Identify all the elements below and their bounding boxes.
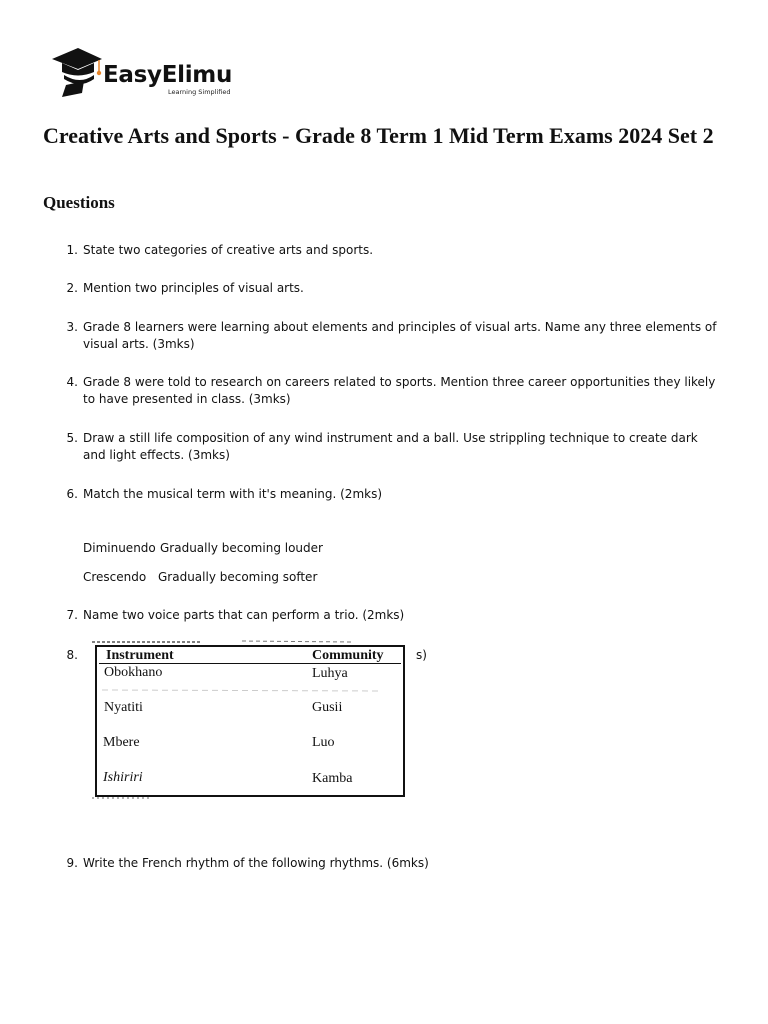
question-text: Match the musical term with it's meaning. (2mks) <box>83 487 383 501</box>
brand-tagline: Learning Simplified <box>168 88 231 96</box>
question-number: 4. <box>66 375 78 389</box>
table-cell-instrument: Obokhano <box>104 665 163 680</box>
question-text: Name two voice parts that can perform a trio. (2mks) <box>83 608 405 622</box>
question-number: 9. <box>66 856 78 870</box>
question-number: 1. <box>66 243 78 257</box>
question-text: Grade 8 learners were learning about elements and principles of visual arts. Name any three elements of visual arts. (3mks) <box>83 320 717 351</box>
match-term: Diminuendo <box>83 541 156 555</box>
table-cell-instrument: Nyatiti <box>104 700 143 715</box>
question-text: Write the French rhythm of the following rhythms. (6mks) <box>83 856 429 870</box>
match-term: Crescendo <box>83 570 147 584</box>
question-number: 6. <box>66 487 78 501</box>
table-cell-instrument: Mbere <box>103 735 140 750</box>
match-meaning: Gradually becoming louder <box>160 541 323 555</box>
table-cell-community: Kamba <box>312 771 353 786</box>
table-header-community: Community <box>312 648 384 663</box>
brand-name: EasyElimu <box>103 62 233 88</box>
table-cell-community: Luhya <box>312 666 348 681</box>
question-number: 3. <box>66 320 78 334</box>
table-cell-community: Gusii <box>312 700 343 715</box>
question-number: 5. <box>66 431 78 445</box>
match-row <box>83 541 323 555</box>
question-number: 2. <box>66 281 78 295</box>
table-cell-instrument: Ishiriri <box>103 770 143 785</box>
match-meaning: Gradually becoming softer <box>158 570 318 584</box>
table-header-instrument: Instrument <box>106 648 174 663</box>
question-number: 8. <box>66 648 78 662</box>
match-row <box>83 570 318 584</box>
question-text: Draw a still life composition of any wind instrument and a ball. Use strippling technique to create dark and light effects. (3mks) <box>83 431 698 462</box>
instrument-community-table <box>95 645 405 797</box>
section-heading: Questions <box>43 193 115 212</box>
question-text: Mention two principles of visual arts. <box>83 281 304 295</box>
table-cell-community: Luo <box>312 735 335 750</box>
question-text: s) <box>416 648 427 662</box>
page-title: Creative Arts and Sports - Grade 8 Term 1 Mid Term Exams 2024 Set 2 <box>43 123 714 148</box>
question-text: State two categories of creative arts and sports. <box>83 243 374 257</box>
graduation-cap-icon <box>50 45 110 105</box>
question-number: 7. <box>66 608 78 622</box>
question-text: Grade 8 were told to research on careers related to sports. Mention three career opportunities they likely to have presented in class. (3mks) <box>83 375 716 406</box>
